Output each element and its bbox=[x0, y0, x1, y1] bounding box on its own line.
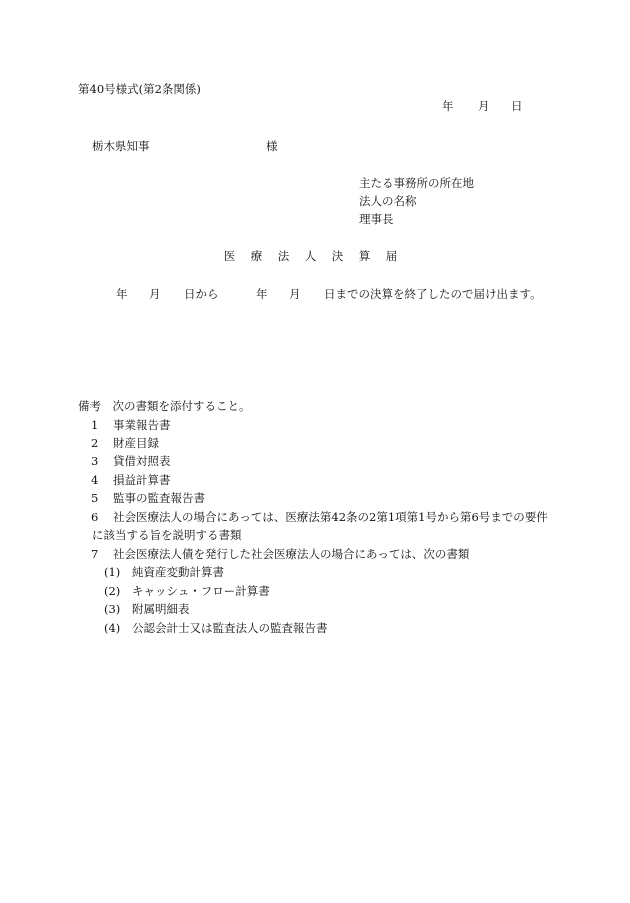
statement-month2: 月 bbox=[289, 287, 301, 301]
remark-subitem-number: (1) bbox=[104, 565, 121, 579]
remark-item-number: 5 bbox=[91, 491, 99, 505]
addressee-honorific: 様 bbox=[266, 139, 278, 153]
remark-item-text: 貸借対照表 bbox=[113, 454, 171, 468]
remark-item bbox=[91, 473, 171, 487]
remark-item-number: 4 bbox=[91, 473, 99, 487]
remark-item-number: 1 bbox=[91, 418, 99, 432]
title-char: 算 bbox=[358, 249, 371, 263]
statement-day2: 日までの決算を終了したので届け出ます。 bbox=[324, 287, 542, 301]
applicant-chairman-label: 理事長 bbox=[359, 212, 394, 226]
title-char: 決 bbox=[331, 249, 344, 263]
remark-item bbox=[91, 436, 159, 450]
remark-item bbox=[91, 418, 171, 432]
remark-item-text: 社会医療法人の場合にあっては、医療法第42条の2第1項第1号から第6号までの要件 bbox=[113, 510, 548, 524]
title-char: 法 bbox=[277, 249, 290, 263]
remark-item bbox=[91, 454, 171, 468]
remarks-header: 備考 次の書類を添付すること。 bbox=[78, 399, 251, 413]
applicant-office-address-label: 主たる事務所の所在地 bbox=[359, 176, 474, 190]
statement-year2: 年 bbox=[256, 287, 268, 301]
addressee-name: 栃木県知事 bbox=[92, 139, 150, 153]
remark-item-continuation: に該当する旨を説明する書類 bbox=[92, 528, 242, 542]
statement-year1: 年 bbox=[116, 287, 128, 301]
remark-subitem bbox=[104, 565, 224, 579]
remark-item-number: 3 bbox=[91, 454, 99, 468]
statement-month1: 月 bbox=[149, 287, 161, 301]
document-title bbox=[216, 249, 405, 263]
remark-item-number: 6 bbox=[91, 510, 99, 524]
remark-item-text: 損益計算書 bbox=[113, 473, 171, 487]
remark-subitem-text: 純資産変動計算書 bbox=[132, 565, 224, 579]
remark-item bbox=[91, 547, 469, 561]
date-year-label: 年 bbox=[442, 99, 454, 113]
remark-item-number: 2 bbox=[91, 436, 99, 450]
remark-subitem-number: (2) bbox=[104, 584, 121, 598]
remark-subitem bbox=[104, 584, 270, 598]
remark-item-text: 監事の監査報告書 bbox=[113, 491, 205, 505]
title-char: 人 bbox=[304, 249, 317, 263]
title-char: 療 bbox=[250, 249, 263, 263]
remark-subitem-number: (4) bbox=[104, 621, 121, 635]
remark-subitem-text: 公認会計士又は監査法人の監査報告書 bbox=[132, 621, 328, 635]
remark-subitem bbox=[104, 621, 328, 635]
applicant-corp-name-label: 法人の名称 bbox=[359, 194, 417, 208]
title-char: 届 bbox=[385, 249, 398, 263]
remark-subitem-text: 附属明細表 bbox=[132, 602, 190, 616]
date-month-label: 月 bbox=[478, 99, 490, 113]
form-id: 第40号様式(第2条関係) bbox=[78, 82, 201, 96]
remark-subitem bbox=[104, 602, 190, 616]
title-char: 医 bbox=[223, 249, 236, 263]
remark-item-text: 財産目録 bbox=[113, 436, 159, 450]
remark-item-number: 7 bbox=[91, 547, 99, 561]
remark-item-text: 事業報告書 bbox=[113, 418, 171, 432]
date-day-label: 日 bbox=[511, 99, 523, 113]
remark-item bbox=[91, 510, 548, 524]
remark-item bbox=[91, 491, 205, 505]
remark-subitem-number: (3) bbox=[104, 602, 121, 616]
remark-item-text: 社会医療法人債を発行した社会医療法人の場合にあっては、次の書類 bbox=[113, 547, 470, 561]
statement-day1: 日から bbox=[184, 287, 219, 301]
remark-subitem-text: キャッシュ・フロー計算書 bbox=[132, 584, 270, 598]
